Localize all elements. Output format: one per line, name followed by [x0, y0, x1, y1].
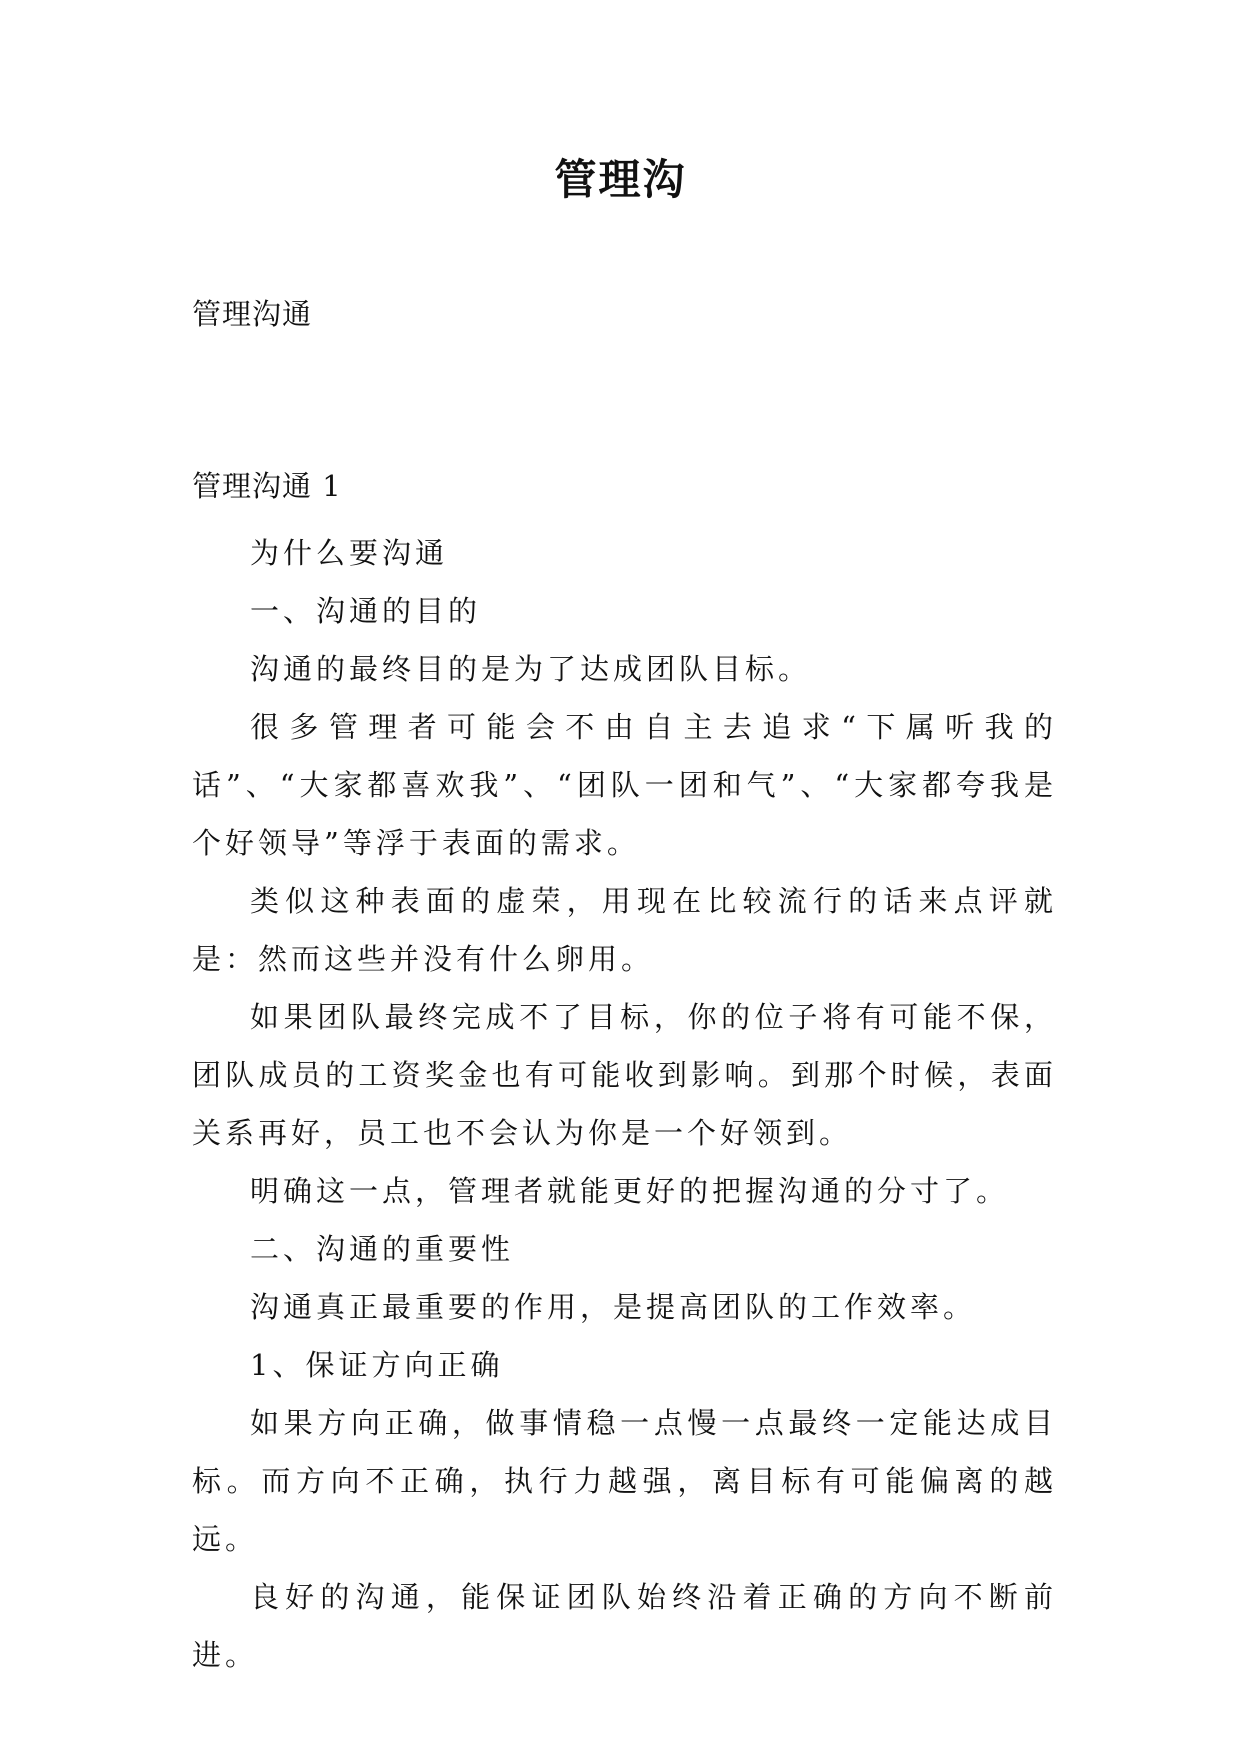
paragraph: 如果团队最终完成不了目标，你的位子将有可能不保，团队成员的工资奖金也有可能收到影响。到那个时候，表面关系再好，员工也不会认为你是一个好领到。: [192, 1000, 1057, 1150]
document-title: 管理沟: [554, 155, 687, 204]
document-subtitle: 管理沟通: [192, 297, 313, 331]
paragraph: 很多管理者可能会不由自主去追求“下属听我的话”、“大家都喜欢我”、“团队一团和气”、“大家都夸我是个好领导”等浮于表面的需求。: [192, 710, 1057, 860]
paragraph: 沟通真正最重要的作用，是提高团队的工作效率。: [250, 1290, 977, 1324]
paragraph: 类似这种表面的虚荣，用现在比较流行的话来点评就是：然而这些并没有什么卵用。: [192, 884, 1057, 976]
paragraph: 如果方向正确，做事情稳一点慢一点最终一定能达成目标。而方向不正确，执行力越强，离目标有可能偏离的越远。: [192, 1406, 1057, 1556]
paragraph: 明确这一点，管理者就能更好的把握沟通的分寸了。: [250, 1174, 1010, 1208]
document-body: [192, 466, 1057, 1684]
paragraph: 为什么要沟通: [250, 536, 449, 570]
paragraph: 二、沟通的重要性: [250, 1232, 515, 1266]
paragraph: 良好的沟通，能保证团队始终沿着正确的方向不断前进。: [192, 1580, 1057, 1672]
paragraph: 沟通的最终目的是为了达成团队目标。: [250, 652, 812, 686]
paragraph: 1、保证方向正确: [250, 1348, 504, 1382]
paragraph: 一、沟通的目的: [250, 594, 482, 628]
section-heading: 管理沟通 1: [192, 469, 342, 503]
